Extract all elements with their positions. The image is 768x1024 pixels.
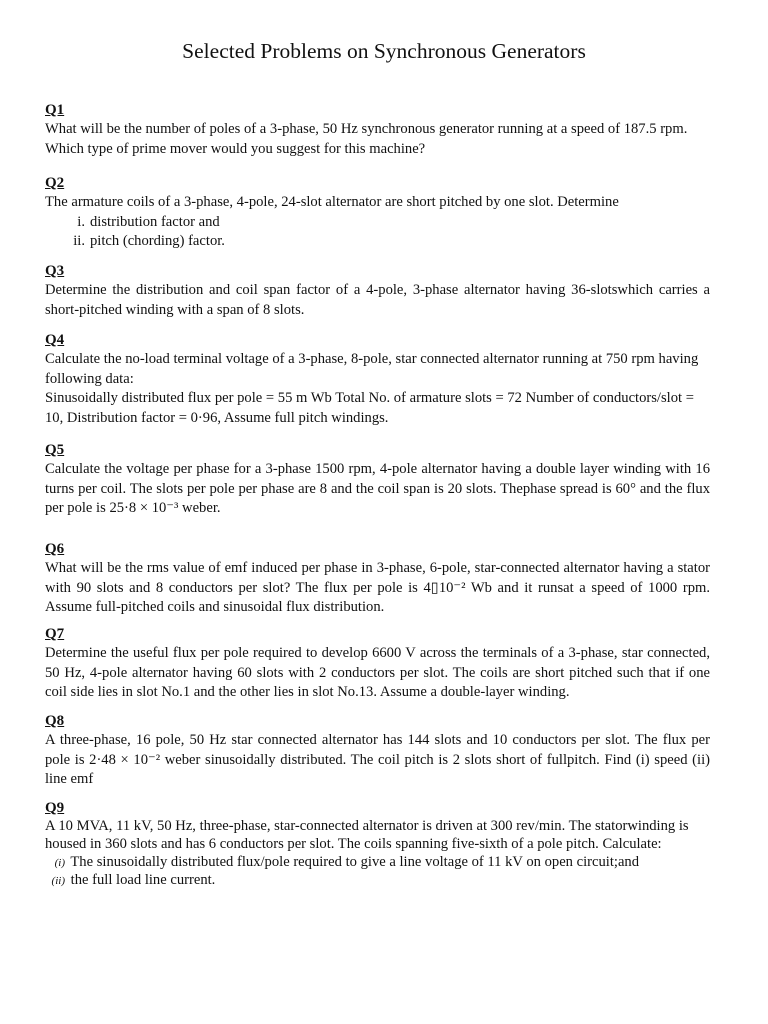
question-4 <box>45 331 710 428</box>
question-text-data: Sinusoidally distributed flux per pole = 55 m Wb Total No. of armature slots = 72 Number of conductors/slot = 10, Distribution factor = 0·96, Assume full pitch windings. <box>45 390 694 426</box>
question-6 <box>45 540 710 618</box>
question-text: A 10 MVA, 11 kV, 50 Hz, three-phase, star-connected alternator is driven at 300 rev/min. The statorwinding is housed in 360 slots and has 6 conductors per slot. The coils spanning five-sixth of a pole pitch. Calculate: <box>45 818 689 852</box>
question-1 <box>45 101 710 159</box>
list-item-text: distribution factor and <box>90 213 220 230</box>
question-text: What will be the rms value of emf induced per phase in 3-phase, 6-pole, star-connected alternator having a stator with 90 slots and 8 conductors per slot? The flux per pole is 4▯10⁻² Wb and it runsat a speed of 1000 rpm. Assume full-pitched coils and sinusoidal flux distribution. <box>45 560 710 616</box>
question-label: Q7 <box>45 626 65 642</box>
question-label: Q4 <box>45 332 65 348</box>
question-5 <box>45 441 710 519</box>
question-label: Q6 <box>45 541 65 557</box>
list-item-text: The sinusoidally distributed flux/pole required to give a line voltage of 11 kV on open circuit;and <box>70 853 640 870</box>
list-item-number: (ii) <box>51 875 65 888</box>
question-text: Determine the distribution and coil span factor of a 4-pole, 3-phase alternator having 36-slotswhich carries a short-pitched winding with a span of 8 slots. <box>45 282 710 318</box>
question-label: Q1 <box>45 102 65 118</box>
question-label: Q9 <box>45 800 65 816</box>
list-item <box>45 213 710 233</box>
question-3 <box>45 262 710 320</box>
question-text: Calculate the voltage per phase for a 3-phase 1500 rpm, 4-pole alternator having a double layer winding with 16 turns per coil. The slots per pole per phase are 8 and the coil span is 20 slots. Thephase spread is 60° and the flux per pole is 25·8 × 10⁻³ weber. <box>45 461 710 517</box>
question-label: Q2 <box>45 175 65 191</box>
question-text: The armature coils of a 3-phase, 4-pole, 24-slot alternator are short pitched by one slot. Determine <box>45 194 619 210</box>
question-label: Q8 <box>45 713 65 729</box>
question-text: Calculate the no-load terminal voltage of a 3-phase, 8-pole, star connected alternator running at 750 rpm having following data: <box>45 351 699 387</box>
question-text: What will be the number of poles of a 3-phase, 50 Hz synchronous generator running at a speed of 187.5 rpm. Which type of prime mover would you suggest for this machine? <box>45 121 688 157</box>
sub-item-list <box>45 213 710 252</box>
list-item-number: (i) <box>54 856 65 869</box>
question-text: Determine the useful flux per pole required to develop 6600 V across the terminals of a 3-phase, star connected, 50 Hz, 4-pole alternator having 60 slots with 2 conductors per slot. The coils are short pitched such that if one coil side lies in slot No.1 and the other lies in slot No.13. Assume a double-layer winding. <box>45 645 710 701</box>
list-item-number: ii. <box>73 233 85 250</box>
list-item <box>45 872 710 891</box>
page-title: Selected Problems on Synchronous Generators <box>182 39 586 63</box>
list-item <box>45 854 710 873</box>
list-item <box>45 232 710 252</box>
question-7 <box>45 625 710 703</box>
question-8 <box>45 712 710 790</box>
question-label: Q3 <box>45 263 65 279</box>
list-item-text: the full load line current. <box>70 872 216 889</box>
list-item-number: i. <box>77 213 85 230</box>
question-label: Q5 <box>45 442 65 458</box>
sub-item-list <box>45 854 710 892</box>
list-item-text: pitch (chording) factor. <box>90 233 225 250</box>
question-2 <box>45 174 710 252</box>
question-text: A three-phase, 16 pole, 50 Hz star connected alternator has 144 slots and 10 conductors per slot. The flux per pole is 2·48 × 10⁻² weber sinusoidally distributed. The coil pitch is 2 slots short of fullpitch. Find (i) speed (ii) line emf <box>45 732 710 788</box>
question-9 <box>45 799 710 891</box>
